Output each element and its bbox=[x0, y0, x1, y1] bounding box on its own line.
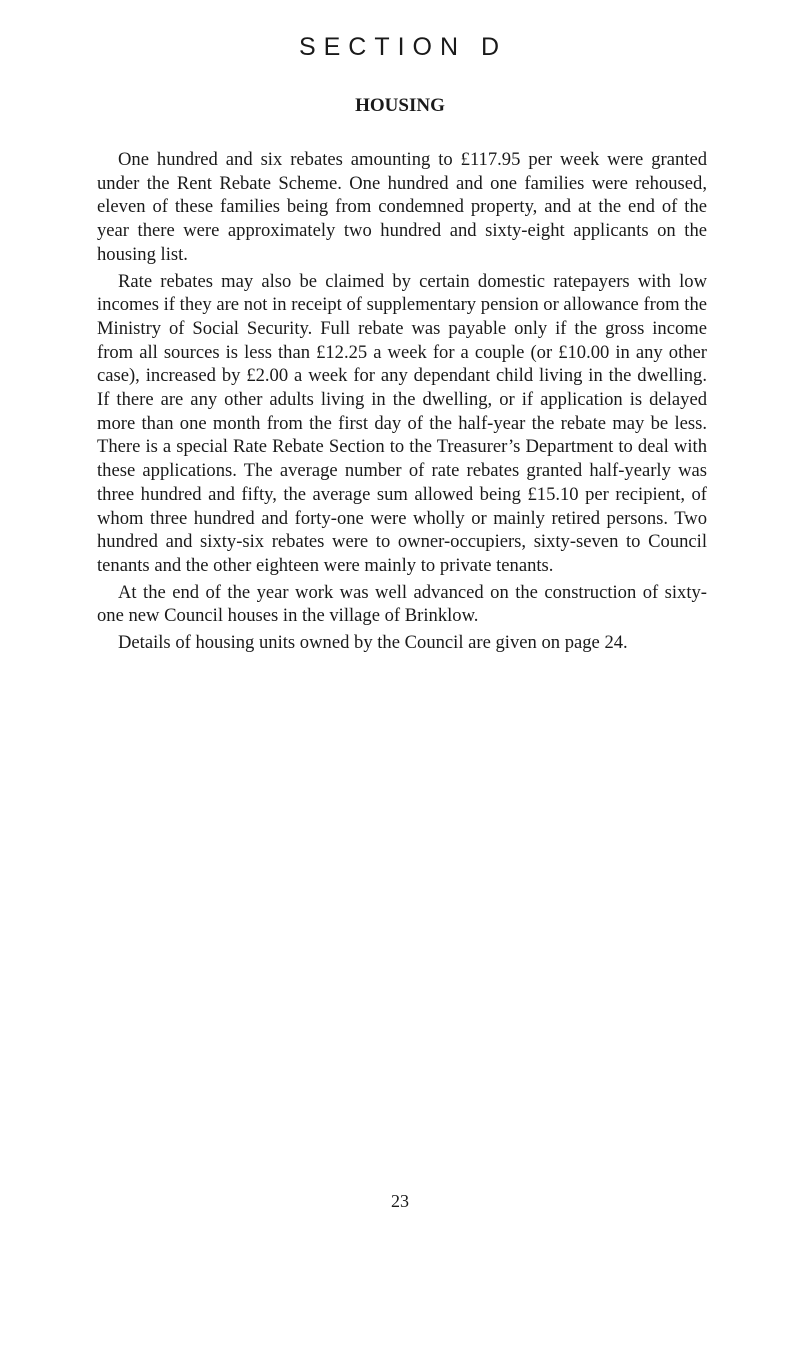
housing-heading: HOUSING bbox=[355, 95, 445, 116]
paragraph-housing-units: Details of housing units owned by the Council are given on page 24. bbox=[118, 632, 628, 654]
paragraph-rent-rebates: One hundred and six rebates amounting to £117.95 per week were granted under the Rent Rebate Scheme. One hundred and one families were rehoused, eleven of these families being from condemned property, and at the end of the year there were approximately two hundred and sixty-eight applicants on the housing list. bbox=[97, 149, 707, 265]
body-text bbox=[97, 148, 707, 658]
paragraph-construction: At the end of the year work was well advanced on the construction of sixty-one new Council houses in the village of Brinklow. bbox=[97, 581, 707, 627]
paragraph-rate-rebates: Rate rebates may also be claimed by certain domestic ratepayers with low incomes if they are not in receipt of supplementary pension or allowance from the Ministry of Social Security. Full rebate was payable only if the gross income from all sources is less than £12.25 a week for a couple (or £10.00 in any other case), increased by £2.00 a week for any dependant child living in the dwelling. If there are any other adults living in the dwelling, or if application is delayed more than one month from the first day of the half-year the rebate may be less. There is a special Rate Rebate Section to the Treasurer’s Department to deal with these applications. The average number of rate rebates granted half-yearly was three hundred and fifty, the average sum allowed being £15.10 per recipient, of whom three hundred and forty-one were wholly or mainly retired persons. Two hundred and sixty-six rebates were to owner-occupiers, sixty-seven to Council tenants and the other eighteen were mainly to private tenants. bbox=[97, 270, 707, 576]
page-number: 23 bbox=[391, 1191, 409, 1211]
section-title: SECTION D bbox=[298, 33, 508, 61]
